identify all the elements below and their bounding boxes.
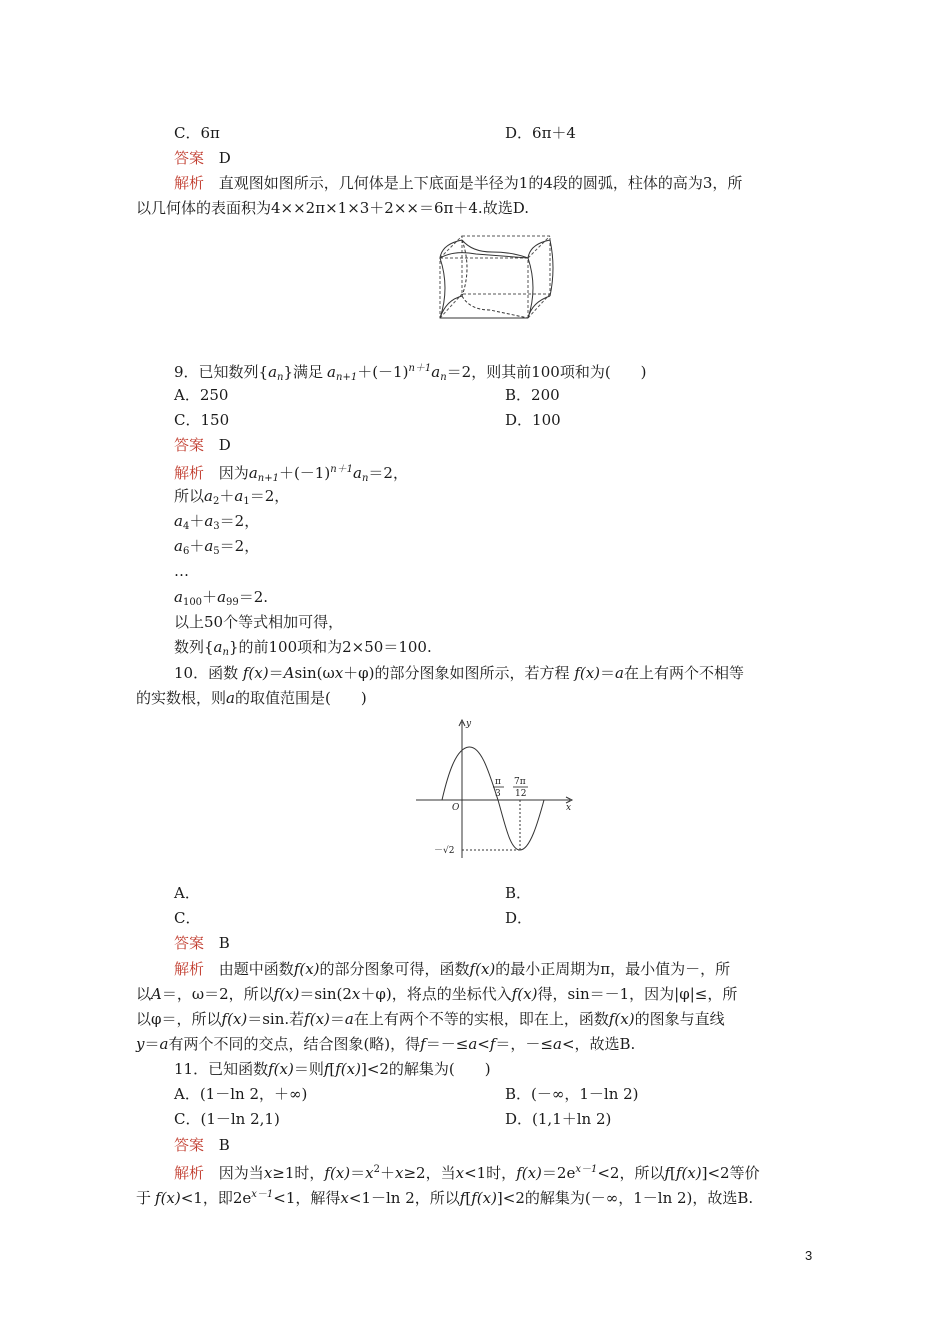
analysis-text: ≥1时， <box>272 1164 325 1182</box>
var-a: a <box>344 1010 354 1028</box>
var-fx: f(x) <box>268 1060 294 1078</box>
var-a: a <box>213 638 223 656</box>
var-fx: f(x) <box>471 1189 497 1207</box>
analysis-text: ＝－≤ <box>425 1035 469 1053</box>
var-a: a <box>431 363 441 381</box>
analysis-text: 的部分图象可得，函数 <box>319 960 470 978</box>
y-axis-label: y <box>466 719 472 729</box>
var-fx: f(x) <box>324 1164 351 1182</box>
q8-answer <box>174 147 231 169</box>
sup-2: 2 <box>373 1164 380 1175</box>
q10-option-d: D． <box>505 909 533 927</box>
sub-4: 4 <box>182 521 190 532</box>
var-a: a <box>234 487 244 505</box>
q8-option-d: D．6π＋4 <box>505 124 576 142</box>
analysis-text: ＝2. <box>238 588 269 606</box>
var-f: f <box>420 1035 426 1053</box>
q9-stem-text: ＋(－1) <box>357 363 409 381</box>
sub-3: 3 <box>213 521 220 532</box>
analysis-text: 得，sin＝－1，因为|φ|≤，所 <box>537 985 738 1003</box>
q11-stem-text: ]<2的解集为( ) <box>360 1060 491 1078</box>
q9-stem <box>174 358 647 389</box>
analysis-label: 解析 <box>174 1164 205 1182</box>
answer-value: B <box>218 934 230 952</box>
analysis-label: 解析 <box>174 464 205 482</box>
analysis-text: 所以 <box>174 487 205 505</box>
origin-label: O <box>452 803 460 813</box>
q11-stem-text: ＝则 <box>293 1060 324 1078</box>
var-fx: f(x) <box>511 985 538 1003</box>
analysis-text: ＝ <box>329 1010 345 1028</box>
analysis-text: 的最小正周期为π，最小值为－，所 <box>495 960 731 978</box>
q10-stem-text: sin(ω <box>294 664 335 682</box>
q8-option-c: C．6π <box>174 124 220 142</box>
var-x: x <box>340 1189 349 1207</box>
plus-sign: ＋ <box>189 537 205 555</box>
analysis-text: 数列{ <box>174 638 214 656</box>
analysis-text: ＝sin(2 <box>299 985 352 1003</box>
analysis-text: ＋(－1) <box>278 464 331 482</box>
analysis-label: 解析 <box>174 960 205 978</box>
analysis-text: ＝2， <box>219 537 260 555</box>
var-a: a <box>615 664 624 682</box>
analysis-text: ≥2，当 <box>403 1164 456 1182</box>
tick-pi-3-num: π <box>495 777 501 787</box>
var-fx: f(x) <box>608 1010 635 1028</box>
var-A: A <box>283 664 295 682</box>
q9-option-c: C．150 <box>174 411 230 429</box>
q10-analysis-line-3 <box>136 1008 725 1030</box>
q11-stem <box>174 1058 491 1080</box>
analysis-text: <1，解得 <box>273 1189 341 1207</box>
var-a: a <box>353 464 362 482</box>
var-x: x <box>365 1164 374 1182</box>
analysis-text: ＋ <box>379 1164 395 1182</box>
analysis-text: ＝ <box>144 1035 160 1053</box>
var-a: a <box>217 588 227 606</box>
q8-analysis-line-1 <box>174 172 742 194</box>
analysis-text: }的前100项和为2×50＝100. <box>228 638 432 656</box>
q10-stem-text: 的实数根，则 <box>136 689 227 707</box>
plus-sign: ＋ <box>202 588 218 606</box>
q11-option-d: D．(1,1＋ln 2) <box>505 1110 612 1128</box>
analysis-text: 因为 <box>218 464 249 482</box>
sub-2: 2 <box>212 496 220 507</box>
sine-curve <box>442 747 544 850</box>
q9-stem-text: ＝2，则其前100项和为( ) <box>446 363 647 381</box>
analysis-text: ]<2等价 <box>701 1164 760 1182</box>
var-fx: f(x) <box>574 664 601 682</box>
var-f: f <box>323 1060 330 1078</box>
q10-analysis-line-1 <box>174 958 730 980</box>
var-fx: f(x) <box>335 1060 361 1078</box>
q10-stem-text: 的取值范围是( ) <box>234 689 367 707</box>
q9-analysis-dots: … <box>174 562 189 580</box>
var-f: f <box>459 1189 466 1207</box>
var-f: f <box>489 1035 496 1053</box>
tick-pi-3-den: 3 <box>495 789 501 799</box>
q11-option-c: C．(1－ln 2,1) <box>174 1110 280 1128</box>
sub-n1: n+1 <box>257 473 279 484</box>
q9-analysis-line-7: 以上50个等式相加可得， <box>174 613 344 631</box>
analysis-text: ＋φ)，将点的坐标代入 <box>360 985 512 1003</box>
q10-analysis-line-2 <box>136 983 737 1005</box>
analysis-text: 在上有两个不等的实根，即在上，函数 <box>353 1010 609 1028</box>
sub-n1: n+1 <box>336 372 358 383</box>
q9-analysis-line-8 <box>174 636 432 664</box>
answer-value: D <box>218 436 231 454</box>
q9-analysis-line-6 <box>174 586 268 614</box>
analysis-text: 由题中函数 <box>218 960 294 978</box>
var-A: A <box>151 985 162 1003</box>
q10-stem-text: 10．函数 <box>174 664 239 682</box>
var-a: a <box>159 1035 169 1053</box>
x-axis-label: x <box>566 803 572 813</box>
min-value-label: －√2 <box>434 846 455 856</box>
analysis-text: 以φ＝，所以 <box>136 1010 222 1028</box>
answer-value: D <box>218 149 231 167</box>
analysis-text: <1－ln 2，所以 <box>348 1189 460 1207</box>
var-x: x <box>351 985 361 1003</box>
analysis-text: <1时， <box>464 1164 517 1182</box>
var-fx: f(x) <box>242 664 269 682</box>
sup-n1: n＋1 <box>408 363 432 374</box>
q11-answer <box>174 1134 230 1156</box>
q8-analysis-line-2: 以几何体的表面积为4××2π×1×3＋2××＝6π＋4.故选D. <box>136 199 529 217</box>
sub-100: 100 <box>182 597 203 608</box>
q9-option-a: A．250 <box>174 386 229 404</box>
var-a: a <box>204 537 214 555</box>
analysis-text: <2，所以 <box>597 1164 665 1182</box>
q10-option-a: A． <box>174 884 200 902</box>
analysis-text: ＝2e <box>541 1164 576 1182</box>
analysis-text: 直观图如图所示，几何体是上下底面是半径为1的4段的圆弧，柱体的高为3，所 <box>218 174 743 192</box>
analysis-text: [ <box>465 1189 472 1207</box>
q10-stem-line-1 <box>174 662 744 684</box>
sub-n: n <box>440 372 447 383</box>
q10-option-b: B． <box>505 884 532 902</box>
analysis-text: 的图象与直线 <box>634 1010 725 1028</box>
var-a: a <box>174 512 183 530</box>
q10-option-c: C． <box>174 909 201 927</box>
sup-n1: n＋1 <box>330 464 354 475</box>
q11-option-a: A．(1－ln 2，＋∞) <box>174 1085 308 1103</box>
q11-stem-text: 11．已知函数 <box>174 1060 269 1078</box>
sub-6: 6 <box>182 546 190 557</box>
sub-n: n <box>277 372 284 383</box>
sub-n: n <box>222 647 229 658</box>
analysis-text: ＝2， <box>249 487 290 505</box>
tick-7pi-12-den: 12 <box>515 789 527 799</box>
sub-n: n <box>361 473 369 484</box>
q11-stem-text: [ <box>329 1060 336 1078</box>
var-fx: f(x) <box>304 1010 330 1028</box>
analysis-text: ＝2， <box>219 512 260 530</box>
var-fx: f(x) <box>155 1189 181 1207</box>
q9-analysis-line-3 <box>174 510 259 538</box>
q11-analysis-line-1 <box>174 1159 760 1184</box>
q9-answer <box>174 434 231 456</box>
analysis-text: ＝sin.若 <box>247 1010 305 1028</box>
var-fx: f(x) <box>273 985 300 1003</box>
answer-label: 答案 <box>174 1136 205 1154</box>
analysis-text: 于 <box>136 1189 152 1207</box>
var-a: a <box>268 363 278 381</box>
analysis-text: ]<2的解集为(－∞，1－ln 2)，故选B. <box>496 1189 754 1207</box>
q10-stem-text: ＝ <box>600 664 616 682</box>
q9-analysis-line-2 <box>174 485 289 513</box>
var-fx: f(x) <box>293 960 320 978</box>
var-y: y <box>136 1035 145 1053</box>
var-a: a <box>174 537 183 555</box>
analysis-label: 解析 <box>174 174 205 192</box>
analysis-text: 以 <box>136 985 152 1003</box>
sine-graph <box>412 714 582 864</box>
q11-option-b: B．(－∞，1－ln 2) <box>505 1085 639 1103</box>
q10-stem-text: ＝ <box>268 664 284 682</box>
answer-label: 答案 <box>174 436 205 454</box>
q11-analysis-line-2 <box>136 1184 753 1209</box>
tick-7pi-12-num: 7π <box>514 777 526 787</box>
answer-label: 答案 <box>174 149 205 167</box>
var-x: x <box>263 1164 273 1182</box>
sup-exp: x－1 <box>251 1189 274 1200</box>
analysis-text: <1，即2e <box>180 1189 252 1207</box>
q9-option-b: B．200 <box>505 386 560 404</box>
sub-99: 99 <box>226 597 239 608</box>
var-fx: f(x) <box>675 1164 702 1182</box>
var-a: a <box>552 1035 562 1053</box>
var-a: a <box>468 1035 478 1053</box>
var-a: a <box>226 689 235 707</box>
var-fx: f(x) <box>516 1164 542 1182</box>
var-fx: f(x) <box>469 960 496 978</box>
q9-analysis-line-4 <box>174 535 259 563</box>
analysis-text: ＝，－≤ <box>495 1035 553 1053</box>
q10-stem-text: 在上有两个不相等 <box>624 664 745 682</box>
analysis-text: <，故选B. <box>561 1035 636 1053</box>
analysis-text: 因为当 <box>218 1164 264 1182</box>
q10-analysis-line-4 <box>136 1033 635 1055</box>
plus-sign: ＋ <box>219 487 235 505</box>
var-a: a <box>174 588 183 606</box>
sub-5: 5 <box>213 546 220 557</box>
var-a: a <box>248 464 258 482</box>
var-a: a <box>204 487 213 505</box>
answer-value: B <box>218 1136 230 1154</box>
var-fx: f(x) <box>221 1010 248 1028</box>
var-x: x <box>455 1164 465 1182</box>
q9-stem-text: 9．已知数列{ <box>174 363 269 381</box>
analysis-text: ＝2， <box>368 464 408 482</box>
page-number: 3 <box>805 1248 813 1263</box>
answer-label: 答案 <box>174 934 205 952</box>
var-a: a <box>327 363 336 381</box>
q10-stem-text: ＋φ)的部分图象如图所示，若方程 <box>343 664 570 682</box>
analysis-text: [ <box>670 1164 676 1182</box>
sub-1: 1 <box>243 496 250 507</box>
var-a: a <box>204 512 214 530</box>
var-f: f <box>664 1164 671 1182</box>
q9-option-d: D．100 <box>505 411 561 429</box>
var-x: x <box>334 664 344 682</box>
plus-sign: ＋ <box>189 512 205 530</box>
solid-figure <box>432 230 556 328</box>
analysis-text: ＝ <box>350 1164 366 1182</box>
var-x: x <box>395 1164 404 1182</box>
analysis-text: ＝，ω＝2，所以 <box>161 985 274 1003</box>
analysis-text: < <box>477 1035 490 1053</box>
q9-stem-text: }满足 <box>283 363 324 381</box>
q10-answer <box>174 932 230 954</box>
analysis-text: 有两个不同的交点，结合图象(略)，得 <box>168 1035 421 1053</box>
q10-stem-line-2 <box>136 687 367 709</box>
sup-exp: x－1 <box>575 1164 598 1175</box>
